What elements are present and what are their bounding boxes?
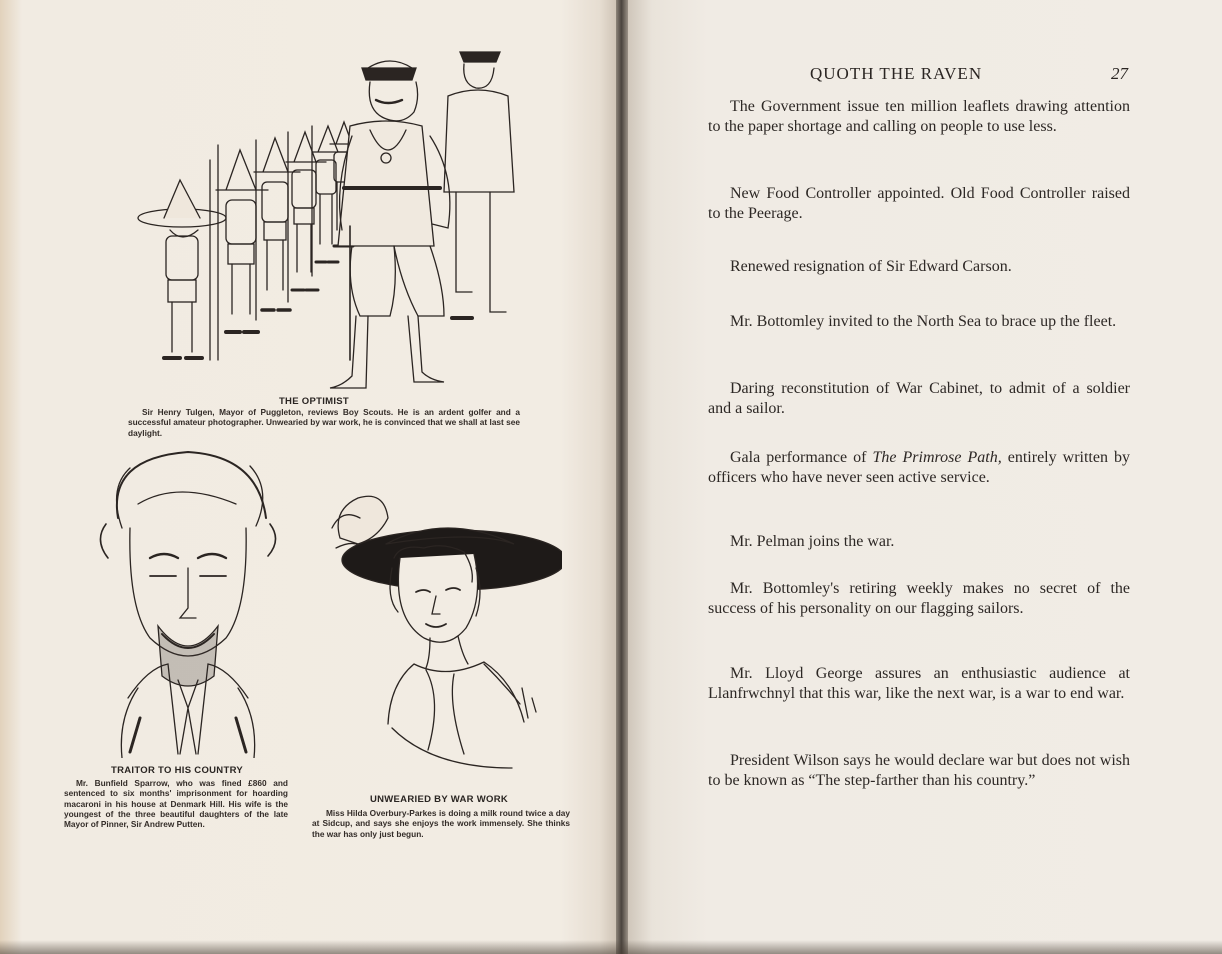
gala-after: entirely written by officers who have never seen active service. [708, 449, 1130, 486]
gala-play-title: The Primrose Path, [872, 449, 1002, 466]
optimist-illustration [130, 40, 530, 392]
diary-entry: Mr. Bottomley's retiring weekly makes no secret of the success of his personality on our flagging sailors. [708, 580, 1130, 617]
diary-entry: New Food Controller appointed. Old Food Controller raised to the Peerage. [708, 185, 1130, 222]
unwearied-caption: Miss Hilda Overbury-Parkes is doing a milk round twice a day at Sidcup, and says she enjoys the work immensely. She thinks the war has only just begun. [312, 808, 570, 839]
diary-entry: Renewed resignation of Sir Edward Carson. [730, 258, 1012, 275]
running-title: QUOTH THE RAVEN [810, 64, 983, 83]
gala-before: Gala performance of [730, 449, 873, 466]
optimist-caption: Sir Henry Tulgen, Mayor of Puggleton, reviews Boy Scouts. He is an ardent golfer and a successful amateur photographer. Unwearied by war work, he is convinced that we shall at last see daylight. [128, 407, 520, 438]
scout-figure [312, 126, 346, 276]
traitor-title: TRAITOR TO HIS COUNTRY [110, 765, 244, 776]
diary-entry: The Government issue ten million leaflets drawing attention to the paper shortage and calling on people to use less. [708, 98, 1130, 135]
diary-entry: Daring reconstitution of War Cabinet, to admit of a soldier and a sailor. [708, 380, 1130, 417]
diary-entry-gala [708, 448, 1130, 487]
officer-figure [444, 52, 514, 318]
page-bottom-edge [0, 940, 1222, 954]
optimist-title: THE OPTIMIST [278, 396, 350, 407]
mayor-figure [330, 61, 450, 388]
unwearied-title: UNWEARIED BY WAR WORK [369, 794, 509, 805]
diary-entry: President Wilson says he would declare war but does not wish to be known as “The step-farther than his country.” [708, 752, 1130, 789]
unwearied-illustration [322, 488, 562, 784]
page-number: 27 [1111, 64, 1128, 83]
scout-figure [138, 160, 226, 360]
diary-entry: Mr. Pelman joins the war. [730, 533, 895, 550]
running-head [810, 64, 1130, 86]
diary-entry: Mr. Lloyd George assures an enthusiastic audience at Llanfrwchnyl that this war, like the next war, is a war to end war. [708, 665, 1130, 702]
scout-figure [216, 145, 268, 360]
diary-entry: Mr. Bottomley invited to the North Sea to brace up the fleet. [730, 313, 1117, 330]
traitor-illustration [88, 448, 288, 758]
traitor-caption: Mr. Bunfield Sparrow, who was fined £860 and sentenced to six months' imprisonment for hoarding macaroni in his house at Denmark Hill. His wife is the youngest of the three beautiful daughters of the late Mayor of Pinner, Sir Andrew Putten. [64, 778, 288, 830]
book-gutter [616, 0, 628, 954]
scout-figure [254, 138, 300, 320]
